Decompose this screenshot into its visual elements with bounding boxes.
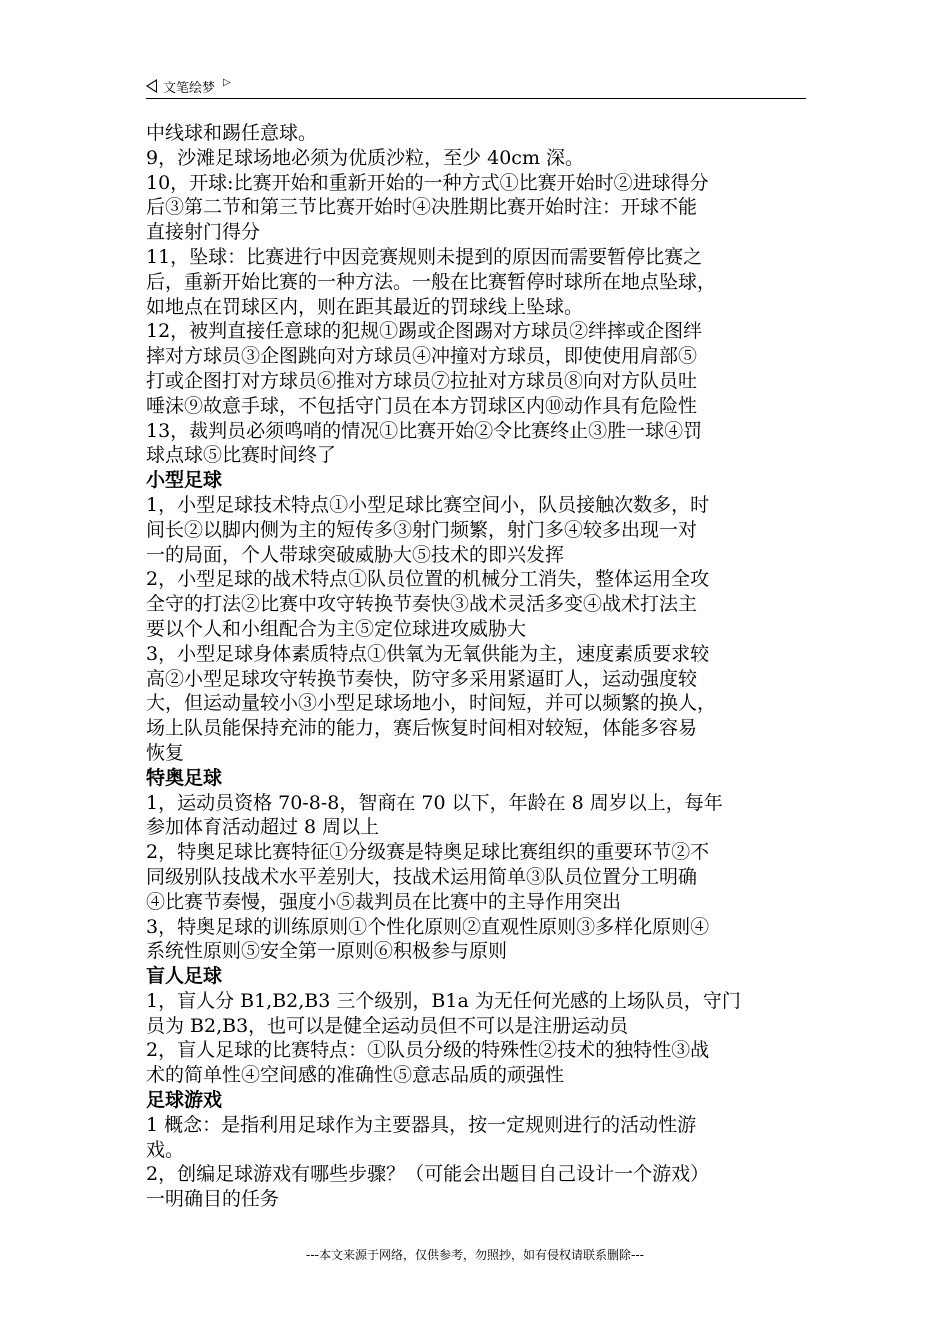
paragraph-line: 直接射门得分: [146, 221, 261, 244]
paragraph-line: 12，被判直接任意球的犯规①踢或企图踢对方球员②绊摔或企图绊: [146, 320, 703, 343]
paragraph-line: 打或企图打对方球员⑥推对方球员⑦拉扯对方球员⑧向对方队员吐: [146, 369, 698, 392]
paragraph-line: 3，小型足球身体素质特点①供氧为无氧供能为主，速度素质要求较: [146, 642, 710, 665]
section-heading: 足球游戏: [146, 1089, 223, 1112]
paragraph-line: 13，裁判员必须鸣哨的情况①比赛开始②令比赛终止③胜一球④罚: [146, 419, 703, 442]
paragraph-line: 2，小型足球的战术特点①队员位置的机械分工消失，整体运用全攻: [146, 568, 710, 591]
header-divider: [146, 98, 806, 99]
paragraph-line: 一的局面，个人带球突破威胁大⑤技术的即兴发挥: [146, 543, 565, 566]
paragraph-line: 要以个人和小组配合为主⑤定位球进攻威胁大: [146, 617, 527, 640]
paragraph-line: 11，坠球：比赛进行中因竞赛规则未提到的原因而需要暂停比赛之: [146, 245, 703, 268]
paragraph-line: 员为 B2,B3，也可以是健全运动员但不可以是注册运动员: [146, 1014, 629, 1037]
paragraph-line: 1，小型足球技术特点①小型足球比赛空间小，队员接触次数多，时: [146, 493, 710, 516]
paragraph-line: 2，盲人足球的比赛特点：①队员分级的特殊性②技术的独特性③战: [146, 1039, 710, 1062]
section-heading: 特奥足球: [146, 766, 223, 789]
paragraph-line: 一明确目的任务: [146, 1188, 280, 1211]
paragraph-line: 恢复: [146, 741, 185, 764]
paragraph-line: 术的简单性④空间感的准确性⑤意志品质的顽强性: [146, 1064, 565, 1087]
left-triangle-icon: [146, 79, 157, 93]
paragraph-line: 同级别队技战术水平差别大，技战术运用简单③队员位置分工明确: [146, 865, 698, 888]
header-title: 文笔绘梦: [163, 80, 216, 96]
paragraph-line: 1，盲人分 B1,B2,B3 三个级别，B1a 为无任何光感的上场队员，守门: [146, 989, 741, 1012]
paragraph-line: 系统性原则⑤安全第一原则⑥积极参与原则: [146, 940, 508, 963]
paragraph-line: 后，重新开始比赛的一种方法。一般在比赛暂停时球所在地点坠球，: [146, 270, 717, 293]
paragraph-line: 2，创编足球游戏有哪些步骤？（可能会出题目自己设计一个游戏）: [146, 1163, 710, 1186]
paragraph-line: 戏。: [146, 1138, 185, 1161]
right-triangle-icon: ▷: [223, 76, 231, 88]
paragraph-line: 9，沙滩足球场地必须为优质沙粒，至少 40cm 深。: [146, 146, 585, 169]
paragraph-line: 如地点在罚球区内，则在距其最近的罚球线上坠球。: [146, 295, 584, 318]
page-header: [146, 76, 231, 96]
page-footer: ---本文来源于网络，仅供参考，勿照抄，如有侵权请联系删除---: [306, 1248, 644, 1262]
paragraph-line: 3，特奥足球的训练原则①个性化原则②直观性原则③多样化原则④: [146, 915, 710, 938]
paragraph-line: 球点球⑤比赛时间终了: [146, 444, 337, 467]
paragraph-line: 间长②以脚内侧为主的短传多③射门频繁，射门多④较多出现一对: [146, 518, 698, 541]
paragraph-line: 场上队员能保持充沛的能力，赛后恢复时间相对较短，体能多容易: [146, 717, 698, 740]
paragraph-line: 唾沫⑨故意手球，不包括守门员在本方罚球区内⑩动作具有危险性: [146, 394, 698, 417]
paragraph-line: 2，特奥足球比赛特征①分级赛是特奥足球比赛组织的重要环节②不: [146, 841, 710, 864]
paragraph-line: 中线球和踢任意球。: [146, 122, 318, 144]
section-heading: 盲人足球: [146, 965, 223, 988]
paragraph-line: 后③第二节和第三节比赛开始时④决胜期比赛开始时注：开球不能: [146, 196, 698, 219]
paragraph-line: 大，但运动量较小③小型足球场地小，时间短，并可以频繁的换人，: [146, 692, 717, 715]
paragraph-line: 全守的打法②比赛中攻守转换节奏快③战术灵活多变④战术打法主: [146, 593, 698, 616]
paragraph-line: 高②小型足球攻守转换节奏快，防守多采用紧逼盯人，运动强度较: [146, 667, 698, 690]
paragraph-line: 1 概念：是指利用足球作为主要器具，按一定规则进行的活动性游: [146, 1113, 697, 1136]
paragraph-line: 10，开球:比赛开始和重新开始的一种方式①比赛开始时②进球得分: [146, 171, 709, 194]
paragraph-line: 参加体育活动超过 8 周以上: [146, 816, 380, 839]
section-heading: 小型足球: [146, 469, 223, 492]
document-body: [146, 121, 818, 1212]
paragraph-line: 摔对方球员③企图跳向对方球员④冲撞对方球员，即使使用肩部⑤: [146, 345, 698, 368]
paragraph-line: 1，运动员资格 70-8-8，智商在 70 以下，年龄在 8 周岁以上，每年: [146, 791, 723, 814]
paragraph-line: ④比赛节奏慢，强度小⑤裁判员在比赛中的主导作用突出: [146, 890, 622, 913]
